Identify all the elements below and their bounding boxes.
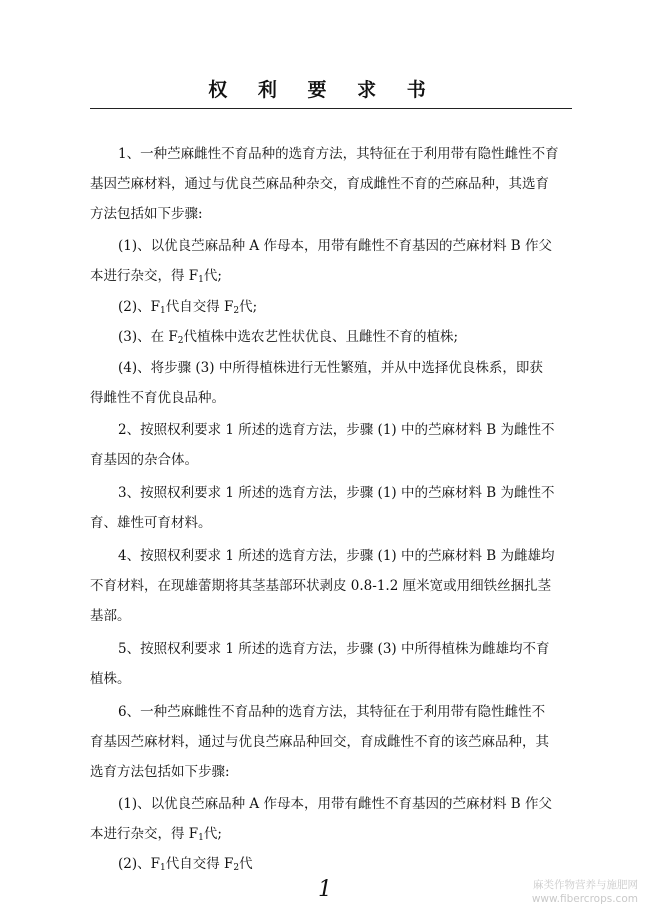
claim-6-line-1: 6、一种苎麻雌性不育品种的选育方法，其特征在于利用带有隐性雌性不 <box>118 704 546 720</box>
claim-1-line-2: 基因苎麻材料，通过与优良苎麻品种杂交，育成雌性不育的苎麻品种，其选育 <box>90 176 549 192</box>
claim-6-line-2: 育基因苎麻材料，通过与优良苎麻品种回交，育成雌性不育的该苎麻品种，其 <box>90 734 549 750</box>
claim-6-step-1-line-1: (1)、以优良苎麻品种 A 作母本，用带有雌性不育基因的苎麻材料 B 作父 <box>118 796 552 812</box>
claim-2-line-1: 2、按照权利要求 1 所述的选育方法，步骤 (1) 中的苎麻材料 B 为雌性不 <box>118 422 555 438</box>
title-underline <box>90 108 572 109</box>
claim-4-line-2: 不育材料，在现雄蕾期将其茎基部环状剥皮 0.8-1.2 厘米宽或用细铁丝捆扎茎 <box>90 578 552 594</box>
page-number: 1 <box>318 877 332 902</box>
claim-5-line-1: 5、按照权利要求 1 所述的选育方法，步骤 (3) 中所得植株为雌雄均不育 <box>118 641 550 657</box>
watermark-text-cn: 麻类作物营养与施肥网 <box>533 879 638 891</box>
site-watermark <box>532 878 638 906</box>
watermark-text-url: www.fibercrops.com <box>531 893 638 905</box>
claim-3-line-2: 育、雄性可育材料。 <box>90 515 212 531</box>
claim-6-step-1-line-2: 本进行杂交，得 $F_1$代; <box>90 826 222 843</box>
claim-1-step-4-line-1: (4)、将步骤 (3) 中所得植株进行无性繁殖，并从中选择优良株系，即获 <box>118 360 543 376</box>
claim-1-step-4-line-2: 得雌性不育优良品种。 <box>90 390 225 406</box>
claim-3-line-1: 3、按照权利要求 1 所述的选育方法，步骤 (1) 中的苎麻材料 B 为雌性不 <box>118 485 555 501</box>
claim-1-line-1: 1、一种苎麻雌性不育品种的选育方法，其特征在于利用带有隐性雌性不育 <box>118 146 559 162</box>
claim-4-line-1: 4、按照权利要求 1 所述的选育方法，步骤 (1) 中的苎麻材料 B 为雌雄均 <box>118 548 555 564</box>
claim-4-line-3: 基部。 <box>90 608 131 624</box>
claim-1-step-1-line-2: 本进行杂交，得 $F_1$代; <box>90 268 222 285</box>
claim-1-line-3: 方法包括如下步骤: <box>90 206 203 222</box>
claim-1-step-1-line-1: (1)、以优良苎麻品种 A 作母本，用带有雌性不育基因的苎麻材料 B 作父 <box>118 238 552 254</box>
document-title: 权 利 要 求 书 <box>208 79 438 101</box>
claim-6-step-2: (2)、$F_1$代自交得 $F_2$代 <box>118 856 253 873</box>
claim-6-line-3: 选育方法包括如下步骤: <box>90 764 230 780</box>
claim-1-step-2: (2)、$F_1$代自交得 $F_2$代; <box>118 299 258 316</box>
claim-1-step-3: (3)、在 $F_2$代植株中选农艺性状优良、且雌性不育的植株; <box>118 329 459 346</box>
claim-5-line-2: 植株。 <box>90 671 131 687</box>
claim-2-line-2: 育基因的杂合体。 <box>90 452 198 468</box>
